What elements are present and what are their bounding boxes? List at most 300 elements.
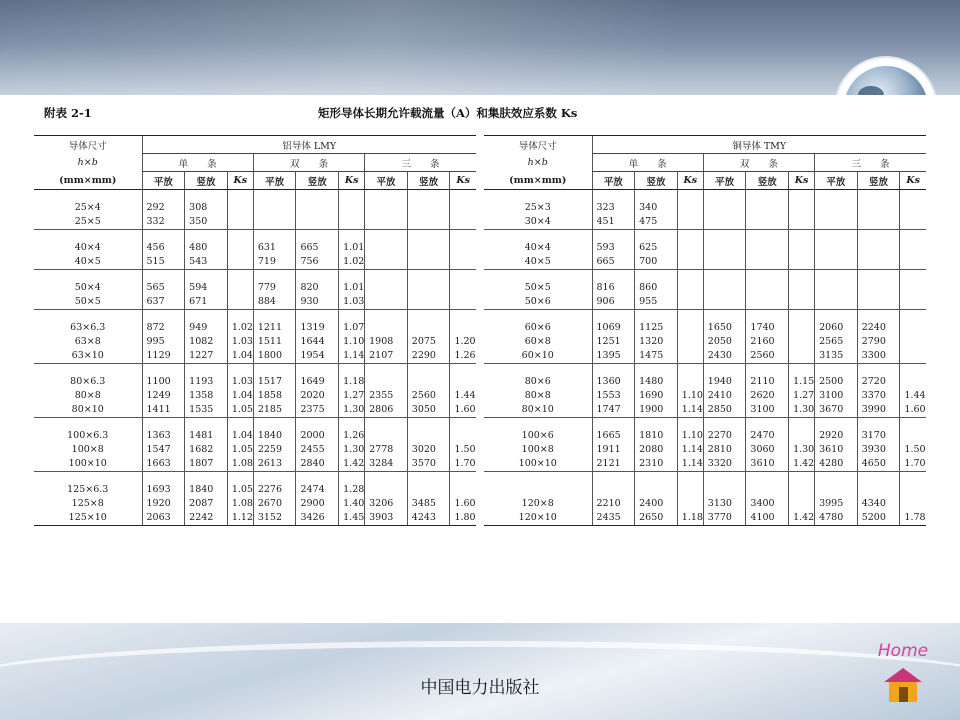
spacer-cell [592, 364, 635, 376]
spacer-cell [227, 472, 253, 484]
value-cell: 1.03 [227, 335, 253, 349]
value-cell: 1553 [592, 389, 635, 403]
value-cell: 1227 [185, 349, 228, 364]
value-cell [815, 281, 858, 295]
value-cell: 350 [185, 215, 228, 230]
value-cell: 1395 [592, 349, 635, 364]
value-cell: 1193 [185, 375, 228, 389]
value-cell [900, 349, 926, 364]
value-cell [789, 349, 815, 364]
value-cell: 2276 [253, 483, 296, 497]
value-cell: 2430 [703, 349, 746, 364]
value-cell [746, 281, 789, 295]
spacer-cell [703, 364, 746, 376]
material-header: 铝导体 LMY [142, 136, 476, 154]
col-header: Ks [227, 172, 253, 190]
value-cell: 665 [296, 241, 339, 255]
value-cell [365, 483, 408, 497]
col-header: Ks [450, 172, 476, 190]
value-cell: 1807 [185, 457, 228, 472]
value-cell: 1.01 [339, 241, 365, 255]
table-row [484, 403, 926, 418]
spacer-cell [450, 310, 476, 322]
value-cell: 1858 [253, 389, 296, 403]
spacer-cell [365, 230, 408, 242]
spacer-cell [34, 190, 142, 202]
table-row [484, 443, 926, 457]
size-cell: 125×8 [71, 498, 104, 509]
value-cell: 2778 [365, 443, 408, 457]
publisher-name: 中国电力出版社 [420, 678, 540, 698]
value-cell: 1663 [142, 457, 185, 472]
spacer-cell [450, 190, 476, 202]
block-spacer [484, 190, 926, 202]
col-header: 竖放 [407, 172, 450, 190]
value-cell: 2650 [635, 511, 678, 526]
value-cell: 323 [592, 201, 635, 215]
value-cell: 1100 [142, 375, 185, 389]
value-cell: 3426 [296, 511, 339, 526]
value-cell [450, 483, 476, 497]
value-cell: 3170 [857, 429, 900, 443]
value-cell: 1.10 [339, 335, 365, 349]
spacer-cell [484, 310, 592, 322]
value-cell [227, 215, 253, 230]
col-header: Ks [677, 172, 703, 190]
value-cell [900, 321, 926, 335]
spacer-cell [857, 270, 900, 282]
spacer-cell [789, 190, 815, 202]
value-cell [746, 483, 789, 497]
spacer-cell [227, 230, 253, 242]
spacer-cell [253, 364, 296, 376]
value-cell: 2720 [857, 375, 900, 389]
value-cell [450, 321, 476, 335]
spacer-cell [677, 472, 703, 484]
value-cell: 1069 [592, 321, 635, 335]
size-cell: 80×10 [34, 403, 142, 418]
value-cell: 1840 [185, 483, 228, 497]
value-cell: 779 [253, 281, 296, 295]
value-cell: 2087 [185, 497, 228, 511]
block-spacer [484, 472, 926, 484]
aluminum-ampacity-table [34, 135, 476, 526]
table-row [484, 511, 926, 526]
spacer-cell [635, 418, 678, 430]
value-cell: 1511 [253, 335, 296, 349]
value-cell [407, 375, 450, 389]
value-cell: 1547 [142, 443, 185, 457]
value-cell: 1.70 [900, 457, 926, 472]
value-cell: 1320 [635, 335, 678, 349]
value-cell [746, 255, 789, 270]
value-cell: 1358 [185, 389, 228, 403]
value-cell: 1682 [185, 443, 228, 457]
spacer-cell [592, 310, 635, 322]
value-cell [900, 483, 926, 497]
spacer-cell [815, 364, 858, 376]
table-row [34, 201, 476, 215]
value-cell: 2270 [703, 429, 746, 443]
spacer-cell [34, 364, 142, 376]
value-cell [677, 375, 703, 389]
spacer-cell [900, 364, 926, 376]
spacer-cell [253, 190, 296, 202]
spacer-cell [677, 190, 703, 202]
value-cell [407, 241, 450, 255]
aluminum-table [34, 135, 476, 526]
table-row [34, 511, 476, 526]
spacer-cell [815, 270, 858, 282]
value-cell: 1.50 [450, 443, 476, 457]
spacer-cell [900, 270, 926, 282]
value-cell [407, 255, 450, 270]
spacer-cell [746, 364, 789, 376]
spacer-cell [142, 364, 185, 376]
value-cell [450, 281, 476, 295]
value-cell: 2455 [296, 443, 339, 457]
value-cell: 4650 [857, 457, 900, 472]
value-cell: 1481 [185, 429, 228, 443]
table-row [484, 321, 926, 335]
spacer-cell [592, 190, 635, 202]
aluminum-table-body [34, 190, 476, 526]
spacer-cell [635, 190, 678, 202]
value-cell [900, 375, 926, 389]
value-cell [450, 201, 476, 215]
spacer-cell [407, 418, 450, 430]
size-cell: 50×4 [74, 282, 101, 293]
value-cell: 2790 [857, 335, 900, 349]
value-cell: 1319 [296, 321, 339, 335]
size-cell [484, 483, 592, 497]
value-cell [227, 295, 253, 310]
table-row [484, 375, 926, 389]
value-cell: 3020 [407, 443, 450, 457]
value-cell: 2670 [253, 497, 296, 511]
value-cell: 955 [635, 295, 678, 310]
value-cell [450, 255, 476, 270]
value-cell: 949 [185, 321, 228, 335]
value-cell [592, 483, 635, 497]
spacer-cell [703, 190, 746, 202]
value-cell: 1.14 [677, 443, 703, 457]
spacer-cell [635, 230, 678, 242]
value-cell: 3995 [815, 497, 858, 511]
size-cell: 40×4 [524, 242, 551, 253]
value-cell [365, 281, 408, 295]
value-cell [677, 321, 703, 335]
value-cell [900, 281, 926, 295]
value-cell [365, 215, 408, 230]
value-cell: 1.60 [450, 403, 476, 418]
value-cell [227, 255, 253, 270]
block-spacer [484, 418, 926, 430]
size-cell: 125×6.3 [67, 484, 109, 495]
size-cell: 100×8 [521, 444, 554, 455]
value-cell [789, 241, 815, 255]
size-cell: 25×3 [524, 202, 551, 213]
spacer-cell [227, 270, 253, 282]
value-cell: 593 [592, 241, 635, 255]
block-spacer [484, 230, 926, 242]
spacer-cell [484, 364, 592, 376]
value-cell: 1363 [142, 429, 185, 443]
spacer-cell [857, 190, 900, 202]
spacer-cell [815, 190, 858, 202]
value-cell: 2110 [746, 375, 789, 389]
value-cell: 3284 [365, 457, 408, 472]
value-cell: 1.30 [789, 443, 815, 457]
value-cell: 1747 [592, 403, 635, 418]
value-cell: 1840 [253, 429, 296, 443]
value-cell: 1475 [635, 349, 678, 364]
table-row [34, 497, 476, 511]
value-cell [407, 281, 450, 295]
value-cell: 308 [185, 201, 228, 215]
spacer-cell [34, 270, 142, 282]
value-cell: 565 [142, 281, 185, 295]
value-cell [227, 281, 253, 295]
value-cell: 2210 [592, 497, 635, 511]
spacer-cell [677, 230, 703, 242]
value-cell: 1.27 [789, 389, 815, 403]
group-double: 双 条 [253, 154, 364, 172]
size-cell: 100×6 [521, 430, 554, 441]
col-header: 竖放 [746, 172, 789, 190]
value-cell [900, 295, 926, 310]
col-header: 平放 [365, 172, 408, 190]
value-cell: 1517 [253, 375, 296, 389]
spacer-cell [34, 230, 142, 242]
value-cell: 1.26 [339, 429, 365, 443]
value-cell: 2560 [407, 389, 450, 403]
spacer-cell [253, 310, 296, 322]
value-cell [815, 295, 858, 310]
value-cell: 1.04 [227, 429, 253, 443]
value-cell: 995 [142, 335, 185, 349]
spacer-cell [592, 472, 635, 484]
table-row [484, 429, 926, 443]
table-row [484, 241, 926, 255]
value-cell [677, 255, 703, 270]
value-cell [857, 483, 900, 497]
table-row [484, 201, 926, 215]
value-cell: 1.44 [450, 389, 476, 403]
table-row [34, 335, 476, 349]
value-cell: 2242 [185, 511, 228, 526]
size-cell: 120×10 [484, 511, 592, 526]
spacer-cell [296, 270, 339, 282]
spacer-cell [815, 310, 858, 322]
group-double: 双 条 [703, 154, 814, 172]
table-row [484, 281, 926, 295]
value-cell: 1.14 [339, 349, 365, 364]
spacer-cell [703, 230, 746, 242]
value-cell [365, 255, 408, 270]
size-header-2: h×b [77, 157, 98, 168]
spacer-cell [339, 190, 365, 202]
spacer-cell [857, 230, 900, 242]
size-cell: 100×10 [34, 457, 142, 472]
value-cell: 1.60 [450, 497, 476, 511]
value-cell: 4280 [815, 457, 858, 472]
table-row [34, 241, 476, 255]
value-cell: 1.15 [789, 375, 815, 389]
col-header: 竖放 [635, 172, 678, 190]
spacer-cell [339, 270, 365, 282]
value-cell: 3206 [365, 497, 408, 511]
spacer-cell [900, 230, 926, 242]
spacer-cell [185, 230, 228, 242]
value-cell [789, 321, 815, 335]
value-cell: 2240 [857, 321, 900, 335]
col-header: 平放 [815, 172, 858, 190]
value-cell [857, 255, 900, 270]
block-spacer [34, 230, 476, 242]
value-cell: 1665 [592, 429, 635, 443]
table-row [34, 295, 476, 310]
value-cell: 625 [635, 241, 678, 255]
size-cell: 25×4 [74, 202, 101, 213]
value-cell: 1125 [635, 321, 678, 335]
spacer-cell [407, 270, 450, 282]
spacer-cell [253, 472, 296, 484]
value-cell: 1.42 [339, 457, 365, 472]
size-cell: 120×8 [521, 498, 554, 509]
value-cell: 1.03 [339, 295, 365, 310]
value-cell: 872 [142, 321, 185, 335]
table-row [484, 497, 926, 511]
table-row [484, 483, 926, 497]
value-cell [789, 429, 815, 443]
value-cell: 3610 [746, 457, 789, 472]
value-cell: 515 [142, 255, 185, 270]
value-cell: 1908 [365, 335, 408, 349]
value-cell: 1.18 [339, 375, 365, 389]
table-row [34, 255, 476, 270]
value-cell: 4243 [407, 511, 450, 526]
table-row [484, 457, 926, 472]
spacer-cell [407, 472, 450, 484]
value-cell: 1.18 [677, 511, 703, 526]
spacer-cell [365, 472, 408, 484]
spacer-cell [339, 310, 365, 322]
value-cell [677, 483, 703, 497]
value-cell: 1.05 [227, 403, 253, 418]
value-cell: 906 [592, 295, 635, 310]
value-cell: 1.27 [339, 389, 365, 403]
value-cell: 1.04 [227, 389, 253, 403]
value-cell: 594 [185, 281, 228, 295]
value-cell: 2500 [815, 375, 858, 389]
size-cell: 63×10 [34, 349, 142, 364]
group-single: 单 条 [592, 154, 703, 172]
size-cell: 80×8 [74, 390, 101, 401]
value-cell: 1.05 [227, 483, 253, 497]
value-cell [227, 201, 253, 215]
size-cell: 50×5 [524, 282, 551, 293]
table-row [34, 483, 476, 497]
spacer-cell [185, 270, 228, 282]
size-cell: 125×10 [34, 511, 142, 526]
spacer-cell [365, 364, 408, 376]
value-cell [789, 295, 815, 310]
value-cell [677, 201, 703, 215]
value-cell [789, 215, 815, 230]
value-cell: 2075 [407, 335, 450, 349]
value-cell: 1649 [296, 375, 339, 389]
spacer-cell [900, 418, 926, 430]
size-cell: 60×8 [524, 336, 551, 347]
spacer-cell [142, 270, 185, 282]
value-cell: 3610 [815, 443, 858, 457]
value-cell: 1.70 [450, 457, 476, 472]
spacer-cell [365, 190, 408, 202]
value-cell [789, 201, 815, 215]
value-cell: 1.08 [227, 497, 253, 511]
value-cell: 1251 [592, 335, 635, 349]
table-row [34, 349, 476, 364]
block-spacer [34, 472, 476, 484]
value-cell: 475 [635, 215, 678, 230]
value-cell: 3400 [746, 497, 789, 511]
spacer-cell [339, 472, 365, 484]
size-cell: 80×6 [524, 376, 551, 387]
value-cell: 1800 [253, 349, 296, 364]
spacer-cell [34, 418, 142, 430]
col-header: 平放 [703, 172, 746, 190]
spacer-cell [484, 190, 592, 202]
value-cell [677, 215, 703, 230]
spacer-cell [746, 190, 789, 202]
value-cell: 1082 [185, 335, 228, 349]
value-cell: 1.30 [339, 403, 365, 418]
copper-ampacity-table [484, 135, 926, 526]
value-cell [296, 215, 339, 230]
value-cell [450, 295, 476, 310]
value-cell: 2474 [296, 483, 339, 497]
value-cell: 1.30 [789, 403, 815, 418]
value-cell: 2050 [703, 335, 746, 349]
spacer-cell [296, 472, 339, 484]
value-cell: 1.42 [789, 511, 815, 526]
size-header-1: 导体尺寸 [484, 136, 592, 154]
table-row [34, 457, 476, 472]
value-cell: 665 [592, 255, 635, 270]
value-cell: 820 [296, 281, 339, 295]
value-cell: 1.14 [677, 403, 703, 418]
spacer-cell [789, 364, 815, 376]
spacer-cell [296, 190, 339, 202]
value-cell [789, 483, 815, 497]
col-header: Ks [339, 172, 365, 190]
value-cell: 1129 [142, 349, 185, 364]
home-button[interactable] [872, 641, 934, 705]
spacer-cell [34, 310, 142, 322]
value-cell: 3100 [746, 403, 789, 418]
value-cell: 1650 [703, 321, 746, 335]
value-cell [789, 497, 815, 511]
spacer-cell [450, 270, 476, 282]
value-cell: 2840 [296, 457, 339, 472]
value-cell: 930 [296, 295, 339, 310]
value-cell: 1911 [592, 443, 635, 457]
spacer-cell [339, 230, 365, 242]
value-cell [365, 201, 408, 215]
value-cell: 1900 [635, 403, 678, 418]
home-label: Home [877, 641, 929, 661]
